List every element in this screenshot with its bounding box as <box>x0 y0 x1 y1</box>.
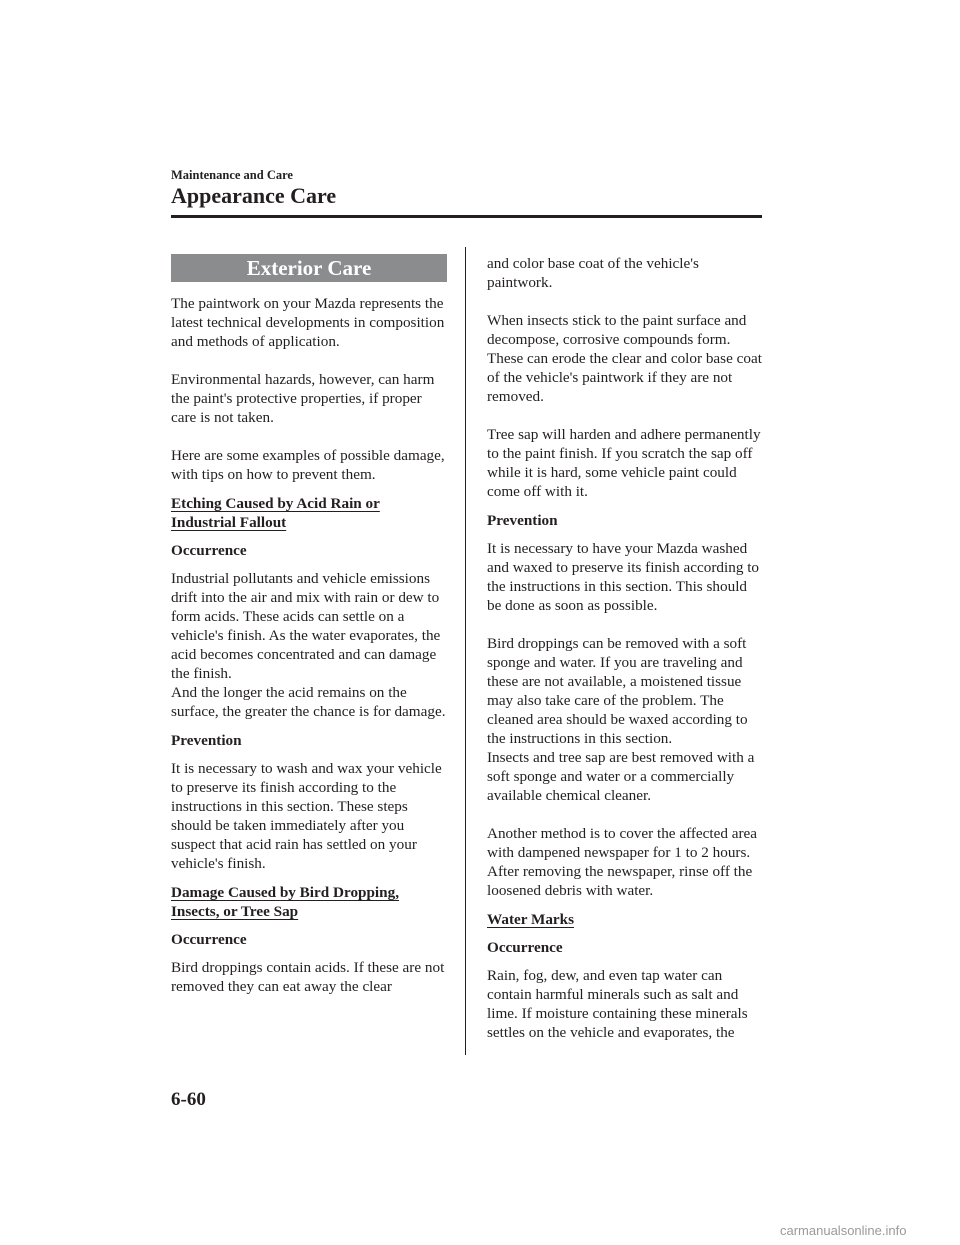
bird-dropping-heading-line1: Damage Caused by Bird Dropping, <box>171 884 399 901</box>
bird-dropping-heading <box>171 883 447 921</box>
bird-prevention-label: Prevention <box>487 512 558 529</box>
acid-prevention-label: Prevention <box>171 732 242 749</box>
intro-paragraph-2: Environmental hazards, however, can harm the paint's protective properties, if proper care is not taken. <box>171 371 435 426</box>
column-divider <box>465 247 466 1055</box>
acid-occurrence-text: Industrial pollutants and vehicle emissions drift into the air and mix with rain or dew to form acids. These acids can settle on a vehicle's finish. As the water evaporates, the acid becomes concentrated and can damage the finish. <box>171 570 441 682</box>
left-column <box>171 254 447 996</box>
watermark: carmanualsonline.info <box>780 1223 907 1238</box>
bird-occurrence-label: Occurrence <box>171 931 247 948</box>
bird-occurrence-text: Bird droppings contain acids. If these are not removed they can eat away the clear <box>171 959 445 995</box>
page-number: 6-60 <box>171 1089 206 1110</box>
insect-removal-text: Insects and tree sap are best removed with a soft sponge and water or a commercially available chemical cleaner. <box>487 749 755 804</box>
intro-paragraph-3: Here are some examples of possible damage, with tips on how to prevent them. <box>171 447 445 483</box>
section-label: Maintenance and Care <box>171 168 293 182</box>
acid-occurrence-label: Occurrence <box>171 542 247 559</box>
water-occurrence-text: Rain, fog, dew, and even tap water can contain harmful minerals such as salt and lime. If moisture containing these minerals settles on the vehicle and evaporates, the <box>487 967 748 1041</box>
title-rule <box>171 215 762 218</box>
acid-prevention-text: It is necessary to wash and wax your vehicle to preserve its finish according to the instructions in this section. These steps should be taken immediately after you suspect that acid rain has settled on your vehicle's finish. <box>171 760 442 872</box>
acid-occurrence-text-2: And the longer the acid remains on the surface, the greater the chance is for damage. <box>171 684 446 720</box>
right-column <box>487 254 762 1042</box>
water-occurrence-label: Occurrence <box>487 939 563 956</box>
bird-occurrence-continued: and color base coat of the vehicle's paintwork. <box>487 255 699 291</box>
bird-dropping-heading-line2: Insects, or Tree Sap <box>171 903 299 920</box>
water-marks-heading <box>487 910 762 929</box>
newspaper-method-text: Another method is to cover the affected area with dampened newspaper for 1 to 2 hours. After removing the newspaper, rinse off the loosened debris with water. <box>487 825 758 899</box>
exterior-care-banner: Exterior Care <box>171 254 447 282</box>
bird-prevention-text: It is necessary to have your Mazda washed and waxed to preserve its finish according to the instructions in this section. This should be done as soon as possible. <box>487 540 760 614</box>
acid-rain-heading-line2: Industrial Fallout <box>171 514 287 531</box>
page-title: Appearance Care <box>171 183 337 208</box>
water-marks-heading-text: Water Marks <box>487 911 575 928</box>
intro-paragraph-1: The paintwork on your Mazda represents the latest technical developments in composition and methods of application. <box>171 295 445 350</box>
insects-paragraph: When insects stick to the paint surface and decompose, corrosive compounds form. These can erode the clear and color base coat of the vehicle's paintwork if they are not removed. <box>487 312 762 405</box>
acid-rain-heading <box>171 494 447 532</box>
bird-removal-text: Bird droppings can be removed with a soft sponge and water. If you are traveling and these are not available, a moistened tissue may also take care of the problem. The cleaned area should be waxed according to the instructions in this section. <box>487 635 748 747</box>
tree-sap-paragraph: Tree sap will harden and adhere permanently to the paint finish. If you scratch the sap off while it is hard, some vehicle paint could come off with it. <box>487 426 761 500</box>
acid-rain-heading-line1: Etching Caused by Acid Rain or <box>171 495 380 512</box>
